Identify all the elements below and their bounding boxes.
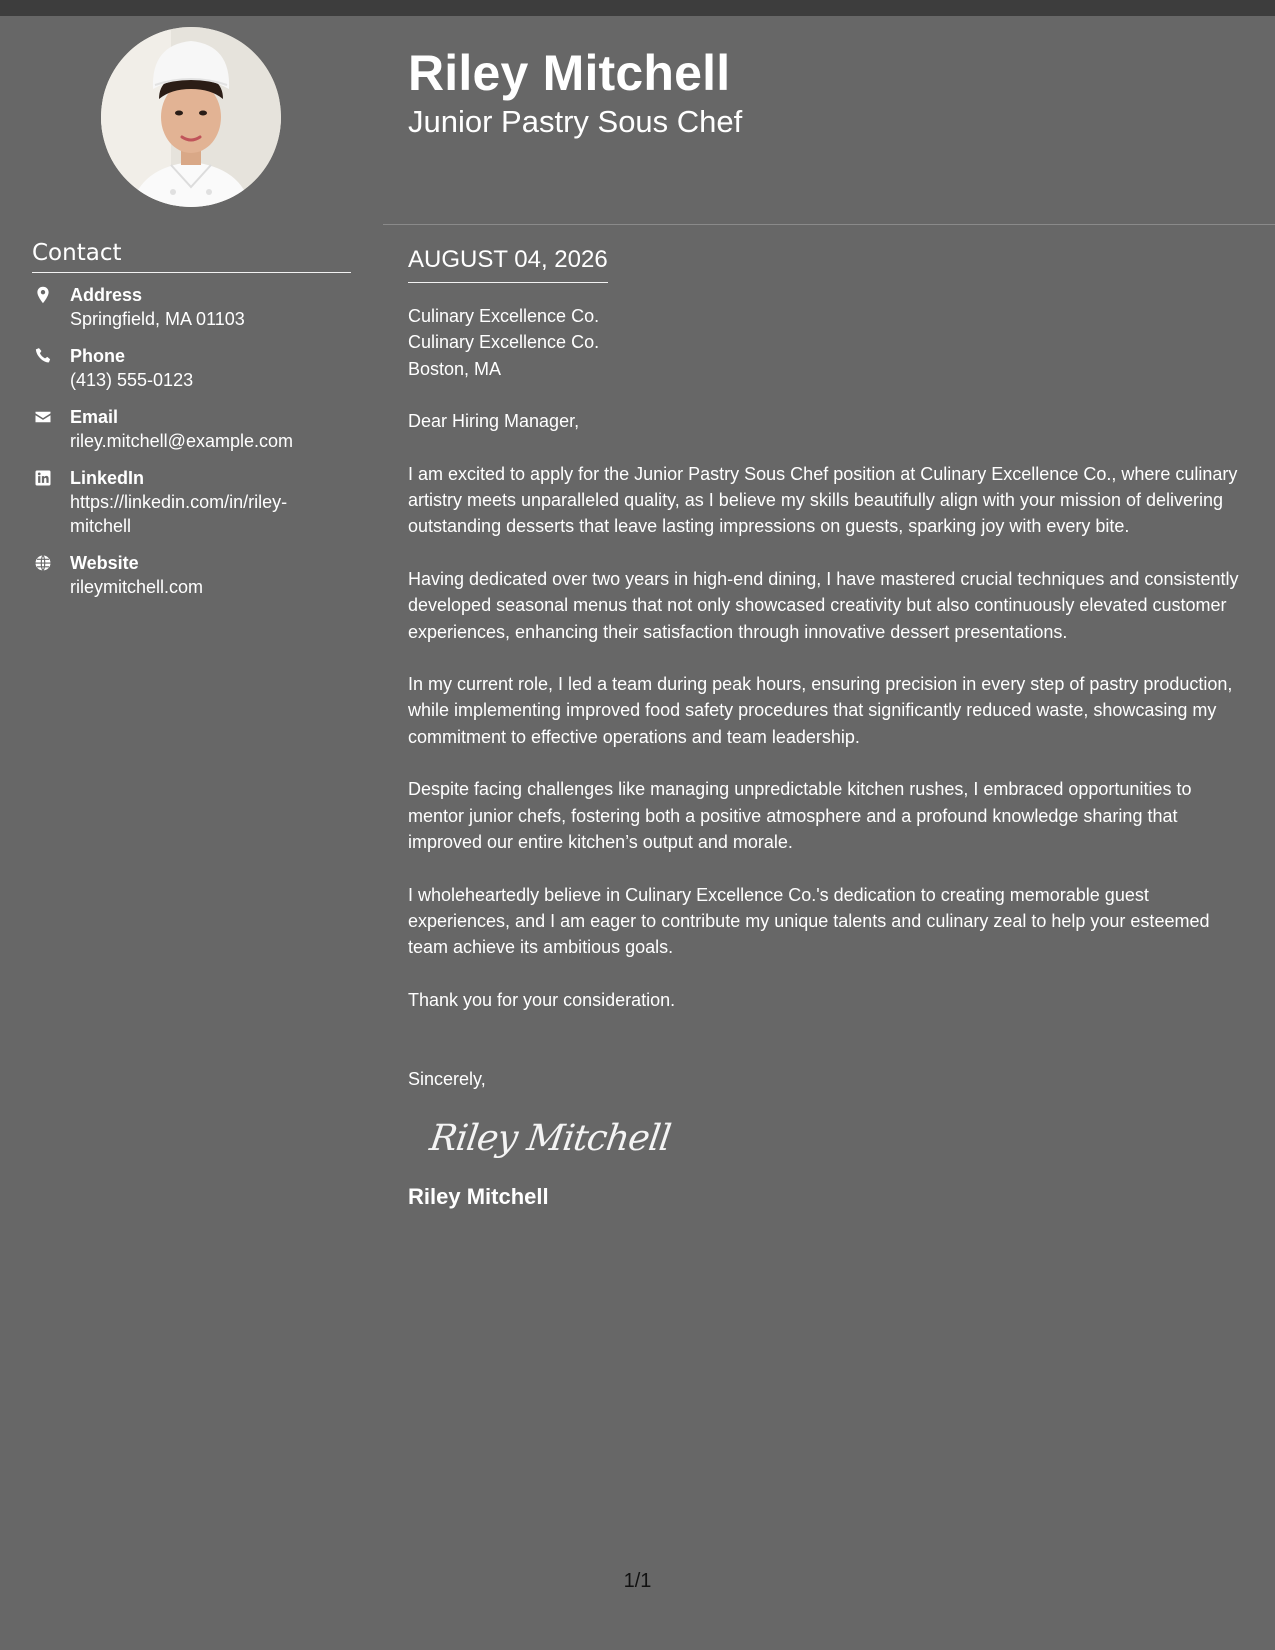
letter-paragraph: I wholeheartedly believe in Culinary Excellence Co.'s dedication to creating memorable guest experiences, and I am eager to contribute my unique talents and culinary zeal to help your esteemed team achieve its ambitious goals. (408, 884, 1210, 958)
top-bar (0, 0, 1275, 16)
contact-value[interactable]: riley.mitchell@example.com (70, 431, 293, 451)
contact-label: Email (70, 407, 119, 427)
applicant-role: Junior Pastry Sous Chef (408, 104, 743, 139)
contact-label: LinkedIn (70, 468, 145, 488)
letter-paragraph: Having dedicated over two years in high-end dining, I have mastered crucial techniques and consistently developed seasonal menus that not only showcased creativity but also continuously elevated customer experiences, enhancing their satisfaction through innovative dessert presentations. (408, 568, 1239, 642)
contact-phone (32, 344, 351, 392)
contact-website (32, 551, 351, 599)
salutation: Dear Hiring Manager, (408, 411, 580, 432)
contact-label: Phone (70, 346, 126, 366)
signature: Riley Mitchell (427, 1118, 673, 1160)
applicant-name: Riley Mitchell (408, 45, 731, 101)
contact-label: Address (70, 285, 143, 305)
header-divider (383, 224, 1275, 225)
contact-value: Springfield, MA 01103 (70, 309, 245, 329)
contact-label: Website (70, 553, 139, 573)
phone-icon (34, 347, 52, 365)
contact-value: (413) 555-0123 (70, 370, 194, 390)
letter-paragraph: Thank you for your consideration. (408, 989, 676, 1010)
contact-sidebar (32, 240, 351, 612)
contact-email (32, 405, 351, 453)
letter-date: AUGUST 04, 2026 (408, 244, 608, 283)
location-pin-icon (34, 286, 52, 304)
letter-paragraph: Despite facing challenges like managing unpredictable kitchen rushes, I embraced opportunities to mentor junior chefs, fostering both a positive atmosphere and a profound knowledge sharing that improved our entire kitchen’s output and morale. (408, 779, 1192, 852)
globe-icon (34, 554, 52, 572)
recipient-line: Culinary Excellence Co. (408, 306, 600, 326)
recipient-block (408, 303, 1243, 382)
contact-value[interactable]: https://linkedin.com/in/riley-mitchell (70, 492, 288, 536)
page-number: 1/1 (623, 1570, 652, 1592)
contact-linkedin (32, 466, 351, 538)
linkedin-icon (34, 469, 52, 487)
recipient-line: Culinary Excellence Co. (408, 332, 600, 353)
avatar (101, 27, 281, 207)
contact-value[interactable]: rileymitchell.com (70, 577, 204, 597)
recipient-line: Boston, MA (408, 358, 502, 379)
envelope-icon (34, 408, 52, 426)
letter-paragraph: In my current role, I led a team during peak hours, ensuring precision in every step of pastry production, while implementing improved food safety procedures that significantly reduced waste, showcasing my commitment to effective operations and team leadership. (408, 674, 1233, 747)
closing: Sincerely, (408, 1069, 486, 1090)
contact-heading: Contact (32, 240, 351, 273)
signer-name: Riley Mitchell (408, 1183, 549, 1209)
letter-paragraph: I am excited to apply for the Junior Pastry Sous Chef position at Culinary Excellence Co., where culinary artistry meets unparalleled quality, as I believe my skills beautifully align with your mission of delivering outstanding desserts that leave lasting impressions on guests, sparking joy with every bite. (408, 463, 1238, 537)
chef-portrait-icon (101, 27, 281, 207)
contact-address (32, 283, 351, 331)
letter-body (408, 303, 1243, 1210)
